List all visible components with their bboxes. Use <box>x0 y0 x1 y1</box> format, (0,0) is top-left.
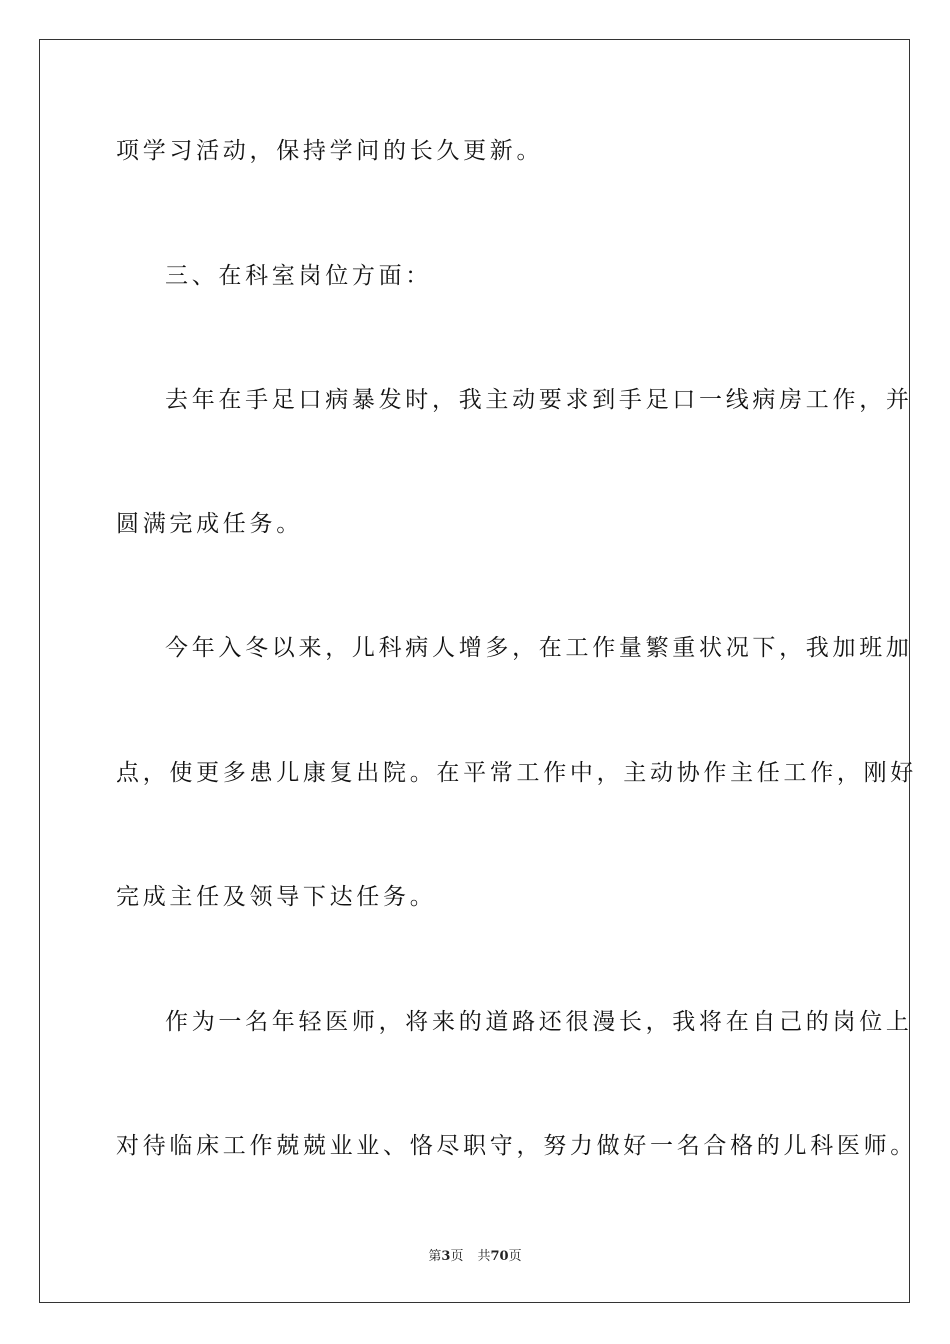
page-footer <box>0 1248 950 1266</box>
section-heading: 三、在科室岗位方面： <box>165 263 432 289</box>
total-prefix: 共 <box>477 1249 491 1264</box>
page-frame <box>39 39 917 1303</box>
paragraph-line: 对待临床工作兢兢业业、恪尽职守，努力做好一名合格的儿科医师。 <box>116 1133 917 1159</box>
page-prefix: 第 <box>428 1249 442 1264</box>
paragraph-line: 作为一名年轻医师，将来的道路还很漫长，我将在自己的岗位上 <box>165 1009 913 1035</box>
total-suffix: 页 <box>508 1249 522 1264</box>
paragraph-line: 项学习活动，保持学问的长久更新。 <box>116 138 544 164</box>
paragraph-line: 去年在手足口病暴发时，我主动要求到手足口一线病房工作，并 <box>165 387 913 413</box>
paragraph-line: 今年入冬以来，儿科病人增多，在工作量繁重状况下，我加班加 <box>165 635 913 661</box>
page-number: 3 <box>441 1249 451 1264</box>
paragraph-line: 完成主任及领导下达任务。 <box>116 884 437 910</box>
total-pages: 70 <box>490 1249 509 1264</box>
paragraph-line: 圆满完成任务。 <box>116 511 303 537</box>
page-suffix: 页 <box>450 1249 464 1264</box>
paragraph-line: 点，使更多患儿康复出院。在平常工作中，主动协作主任工作，刚好 <box>116 760 917 786</box>
